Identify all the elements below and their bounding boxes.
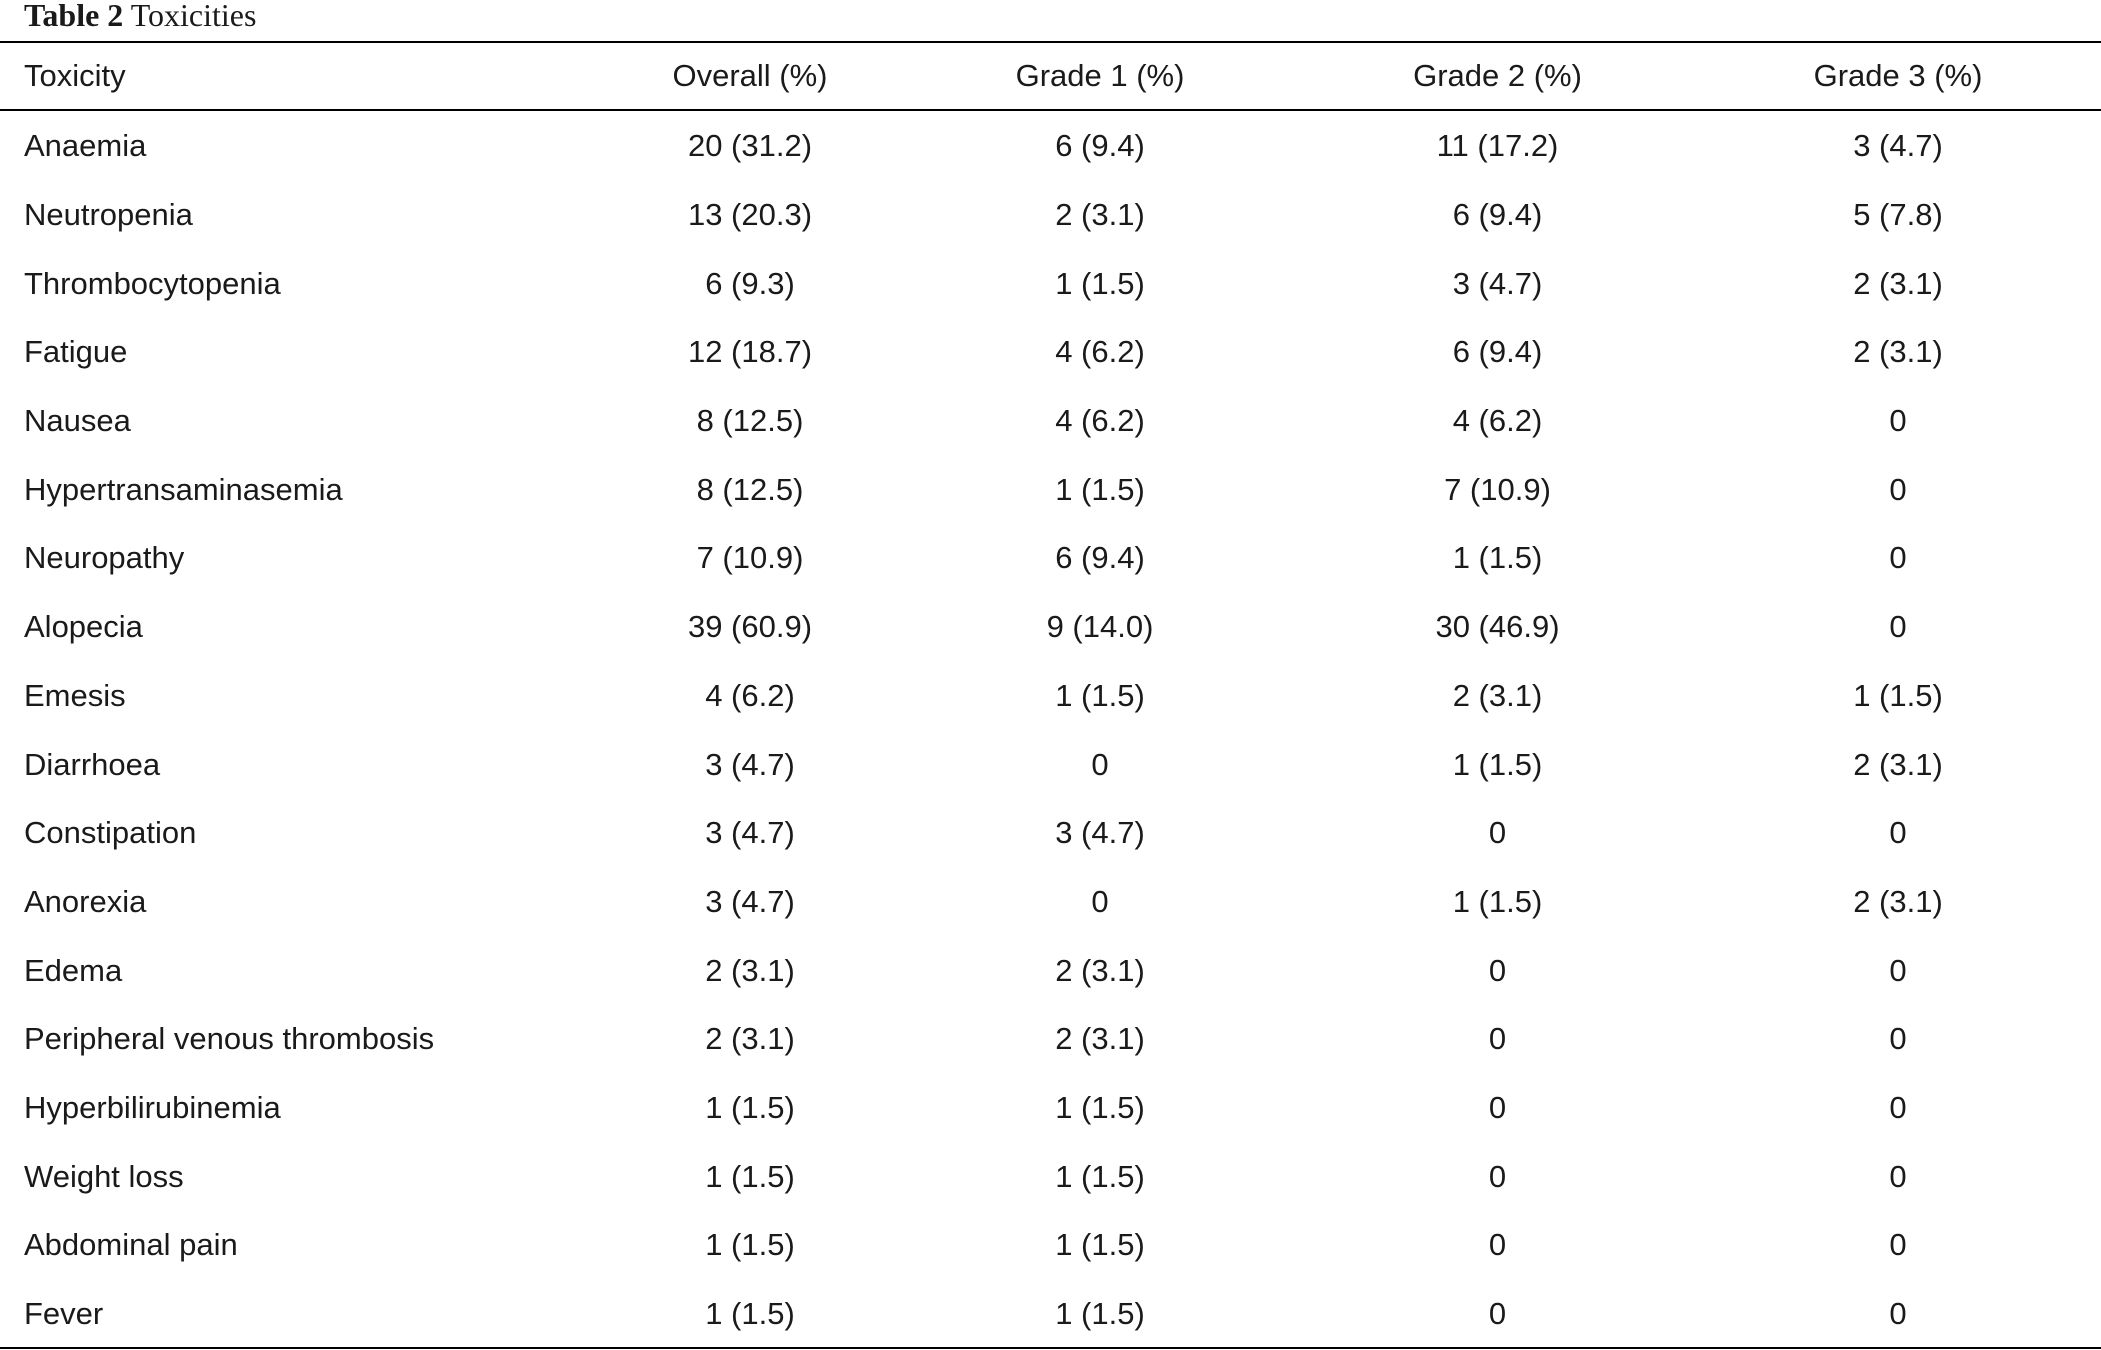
table-row — [0, 455, 2101, 524]
cell-overall: 8 (12.5) — [696, 471, 804, 507]
cell-grade-1: 0 — [1091, 746, 1109, 782]
cell-grade-2: 1 (1.5) — [1452, 883, 1543, 919]
cell-toxicity: Constipation — [24, 815, 197, 851]
table-row — [0, 593, 2101, 662]
cell-grade-2: 0 — [1488, 1089, 1507, 1125]
cell-toxicity: Fatigue — [24, 334, 128, 370]
cell-grade-2: 7 (10.9) — [1444, 471, 1551, 507]
cell-grade-1: 1 (1.5) — [1055, 471, 1145, 507]
cell-toxicity: Neuropathy — [24, 540, 185, 576]
cell-overall: 1 (1.5) — [705, 1158, 795, 1194]
header-overall: Overall (%) — [672, 58, 828, 93]
cell-grade-3: 0 — [1889, 952, 1907, 988]
cell-grade-2: 0 — [1488, 1227, 1507, 1263]
cell-grade-3: 1 (1.5) — [1853, 677, 1943, 713]
cell-overall: 4 (6.2) — [705, 677, 795, 713]
table-caption — [24, 0, 256, 34]
cell-toxicity: Abdominal pain — [24, 1227, 238, 1263]
cell-overall: 2 (3.1) — [705, 1021, 795, 1057]
table-row — [0, 1280, 2101, 1349]
cell-grade-1: 1 (1.5) — [1055, 1227, 1145, 1263]
table-caption-label: Table 2 — [24, 0, 124, 33]
header-grade-2: Grade 2 (%) — [1413, 58, 1582, 93]
cell-grade-2: 11 (17.2) — [1436, 128, 1559, 164]
cell-overall: 6 (9.3) — [705, 265, 795, 301]
cell-toxicity: Alopecia — [24, 609, 143, 645]
cell-overall: 13 (20.3) — [687, 197, 813, 233]
cell-grade-3: 0 — [1889, 609, 1907, 645]
table-row — [0, 524, 2101, 593]
cell-overall: 1 (1.5) — [705, 1227, 795, 1263]
cell-grade-1: 0 — [1091, 883, 1109, 919]
cell-grade-3: 0 — [1889, 1021, 1907, 1057]
cell-grade-2: 0 — [1488, 815, 1507, 851]
cell-overall: 2 (3.1) — [705, 952, 795, 988]
cell-grade-1: 1 (1.5) — [1055, 677, 1145, 713]
cell-grade-2: 3 (4.7) — [1452, 265, 1543, 301]
toxicities-table — [0, 43, 2101, 1348]
table-row — [0, 318, 2101, 387]
cell-grade-3: 0 — [1889, 471, 1907, 507]
cell-overall: 12 (18.7) — [687, 334, 813, 370]
cell-grade-2: 2 (3.1) — [1452, 677, 1543, 713]
cell-grade-2: 6 (9.4) — [1452, 197, 1543, 233]
cell-toxicity: Hyperbilirubinemia — [24, 1089, 281, 1125]
table-row — [0, 936, 2101, 1005]
header-toxicity: Toxicity — [24, 58, 126, 93]
cell-grade-3: 3 (4.7) — [1853, 128, 1943, 164]
cell-grade-3: 0 — [1889, 1227, 1907, 1263]
cell-grade-2: 1 (1.5) — [1452, 540, 1543, 576]
cell-toxicity: Fever — [24, 1296, 104, 1332]
cell-grade-1: 6 (9.4) — [1055, 128, 1145, 164]
cell-overall: 3 (4.7) — [705, 746, 795, 782]
cell-grade-2: 4 (6.2) — [1452, 403, 1543, 439]
cell-toxicity: Neutropenia — [24, 197, 193, 233]
cell-overall: 3 (4.7) — [705, 815, 795, 851]
cell-grade-1: 2 (3.1) — [1055, 197, 1145, 233]
cell-grade-2: 0 — [1488, 952, 1507, 988]
cell-overall: 1 (1.5) — [705, 1296, 795, 1332]
table-body — [0, 109, 2101, 1348]
cell-grade-3: 0 — [1889, 1158, 1907, 1194]
header-grade-1: Grade 1 (%) — [1015, 58, 1185, 93]
table-row — [0, 112, 2101, 181]
cell-toxicity: Peripheral venous thrombosis — [24, 1021, 435, 1057]
cell-grade-1: 2 (3.1) — [1055, 952, 1145, 988]
table-row — [0, 1074, 2101, 1143]
header-grade-3: Grade 3 (%) — [1813, 58, 1983, 93]
cell-grade-3: 2 (3.1) — [1853, 883, 1943, 919]
table-row — [0, 181, 2101, 250]
cell-grade-2: 6 (9.4) — [1452, 334, 1543, 370]
cell-grade-3: 2 (3.1) — [1853, 265, 1943, 301]
table-row — [0, 1142, 2101, 1211]
cell-toxicity: Diarrhoea — [24, 746, 161, 782]
cell-toxicity: Nausea — [24, 403, 131, 439]
cell-grade-3: 5 (7.8) — [1853, 197, 1943, 233]
table-row — [0, 387, 2101, 456]
table-row — [0, 249, 2101, 318]
cell-toxicity: Emesis — [24, 677, 126, 713]
cell-grade-1: 4 (6.2) — [1055, 334, 1145, 370]
cell-grade-2: 30 (46.9) — [1435, 609, 1560, 645]
cell-grade-3: 2 (3.1) — [1853, 334, 1943, 370]
cell-grade-1: 4 (6.2) — [1055, 403, 1145, 439]
table-row — [0, 1211, 2101, 1280]
cell-grade-1: 9 (14.0) — [1046, 609, 1154, 645]
cell-grade-1: 2 (3.1) — [1055, 1021, 1145, 1057]
cell-grade-3: 0 — [1889, 1296, 1907, 1332]
cell-overall: 39 (60.9) — [687, 609, 813, 645]
cell-grade-2: 1 (1.5) — [1452, 746, 1543, 782]
table-caption-title: Toxicities — [130, 0, 257, 33]
cell-grade-2: 0 — [1488, 1021, 1507, 1057]
table-row — [0, 868, 2101, 937]
table-row — [0, 730, 2101, 799]
cell-grade-1: 1 (1.5) — [1055, 1089, 1145, 1125]
cell-grade-3: 0 — [1889, 815, 1907, 851]
cell-grade-1: 6 (9.4) — [1055, 540, 1145, 576]
cell-grade-2: 0 — [1488, 1296, 1507, 1332]
cell-overall: 3 (4.7) — [705, 883, 795, 919]
cell-toxicity: Hypertransaminasemia — [24, 471, 343, 507]
cell-overall: 1 (1.5) — [705, 1089, 795, 1125]
table-row — [0, 662, 2101, 731]
cell-toxicity: Anaemia — [24, 128, 147, 164]
cell-grade-2: 0 — [1488, 1158, 1507, 1194]
cell-grade-3: 2 (3.1) — [1853, 746, 1943, 782]
cell-grade-1: 1 (1.5) — [1055, 265, 1145, 301]
table-row — [0, 799, 2101, 868]
cell-toxicity: Weight loss — [24, 1158, 184, 1194]
cell-grade-3: 0 — [1889, 403, 1907, 439]
cell-overall: 8 (12.5) — [696, 403, 804, 439]
table-header-row — [0, 43, 2101, 109]
cell-toxicity: Edema — [24, 952, 123, 988]
table-row — [0, 1005, 2101, 1074]
cell-overall: 20 (31.2) — [687, 128, 813, 164]
cell-overall: 7 (10.9) — [696, 540, 804, 576]
cell-grade-1: 3 (4.7) — [1055, 815, 1145, 851]
cell-grade-1: 1 (1.5) — [1055, 1158, 1145, 1194]
cell-grade-3: 0 — [1889, 1089, 1907, 1125]
cell-toxicity: Thrombocytopenia — [24, 265, 281, 301]
cell-grade-3: 0 — [1889, 540, 1907, 576]
cell-toxicity: Anorexia — [24, 883, 147, 919]
cell-grade-1: 1 (1.5) — [1055, 1296, 1145, 1332]
